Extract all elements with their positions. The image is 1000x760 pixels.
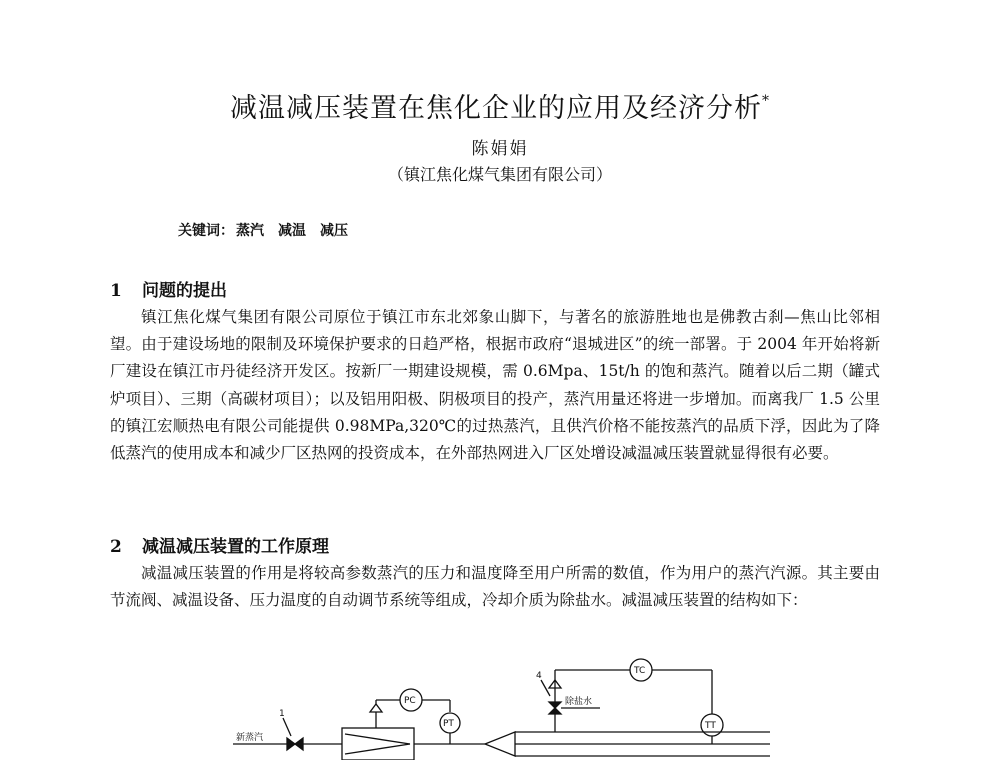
section-paragraph: 减温减压装置的作用是将较高参数蒸汽的压力和温度降至用户所需的数值，作为用户的蒸汽汽源。其主要由节流阀、减温设备、压力温度的自动调节系统等组成，冷却介质为除盐水。减温减压装置的结构如下：: [110, 564, 880, 610]
keyword: 蒸汽: [236, 223, 264, 239]
section-heading: [110, 276, 227, 301]
title-footnote-mark: *: [762, 93, 770, 109]
author-name: 陈娟娟: [471, 139, 529, 159]
section-number: 1: [110, 281, 122, 301]
valve-leader-line: [283, 718, 291, 736]
water-valve-icon: [549, 702, 561, 714]
throttle-cone-line: [345, 734, 410, 744]
valve-number: 1: [279, 709, 285, 719]
actuator-icon: [370, 704, 382, 712]
pressure-valve-icon: [287, 738, 303, 750]
throttle-body: [342, 728, 414, 760]
keywords-label: 关键词：: [178, 223, 234, 239]
paper-title-text: 减温减压装置在焦化企业的应用及经济分析: [230, 93, 762, 124]
paper-title: [0, 86, 1000, 125]
tc-label: TC: [634, 666, 646, 676]
section-number: 2: [110, 537, 122, 557]
valve-number: 4: [536, 671, 542, 681]
tt-label: TT: [705, 721, 716, 731]
desuperheater-nozzle: [485, 732, 515, 756]
section-heading: [110, 532, 329, 557]
section-title: 减温减压装置的工作原理: [142, 537, 329, 557]
keywords-line: [178, 220, 348, 240]
throttle-cone-line: [345, 744, 410, 754]
author-affiliation: （镇江焦化煤气集团有限公司）: [387, 165, 612, 184]
inlet-steam-label: 新蒸汽: [236, 733, 264, 743]
pt-label: PT: [443, 719, 454, 729]
keyword: 减温: [278, 223, 306, 239]
section-title: 问题的提出: [142, 281, 227, 301]
section-paragraph: 镇江焦化煤气集团有限公司原位于镇江市东北郊象山脚下，与著名的旅游胜地也是佛教古刹—焦山比邻相望。由于建设场地的限制及环境保护要求的日趋严格，根据市政府“退城进区”的统一部署。于 2004 年开始将新厂建设在镇江市丹徒经济开发区。按新厂一期建设规模，需 0.6Mpa、15t/h 的饱和蒸汽。随着以后二期（罐式炉项目）、三期（高碳材项目）；以及铝用阳极、阴极项目的投产，蒸汽用量还将进一步增加。而离我厂 1.5 公里的镇江宏顺热电有限公司能提供 0.98MPa,320℃的过热蒸汽，且供汽价格不能按蒸汽的品质下浮，因此为了降低蒸汽的使用成本和减少厂区热网的投资成本，在外部热网进入厂区处增设减温减压装置就显得很有必要。: [110, 308, 880, 463]
keyword: 减压: [320, 223, 348, 239]
pc-label: PC: [404, 696, 416, 706]
water-label: 除盐水: [565, 697, 593, 707]
desuperheater-diagram: [0, 640, 1000, 760]
